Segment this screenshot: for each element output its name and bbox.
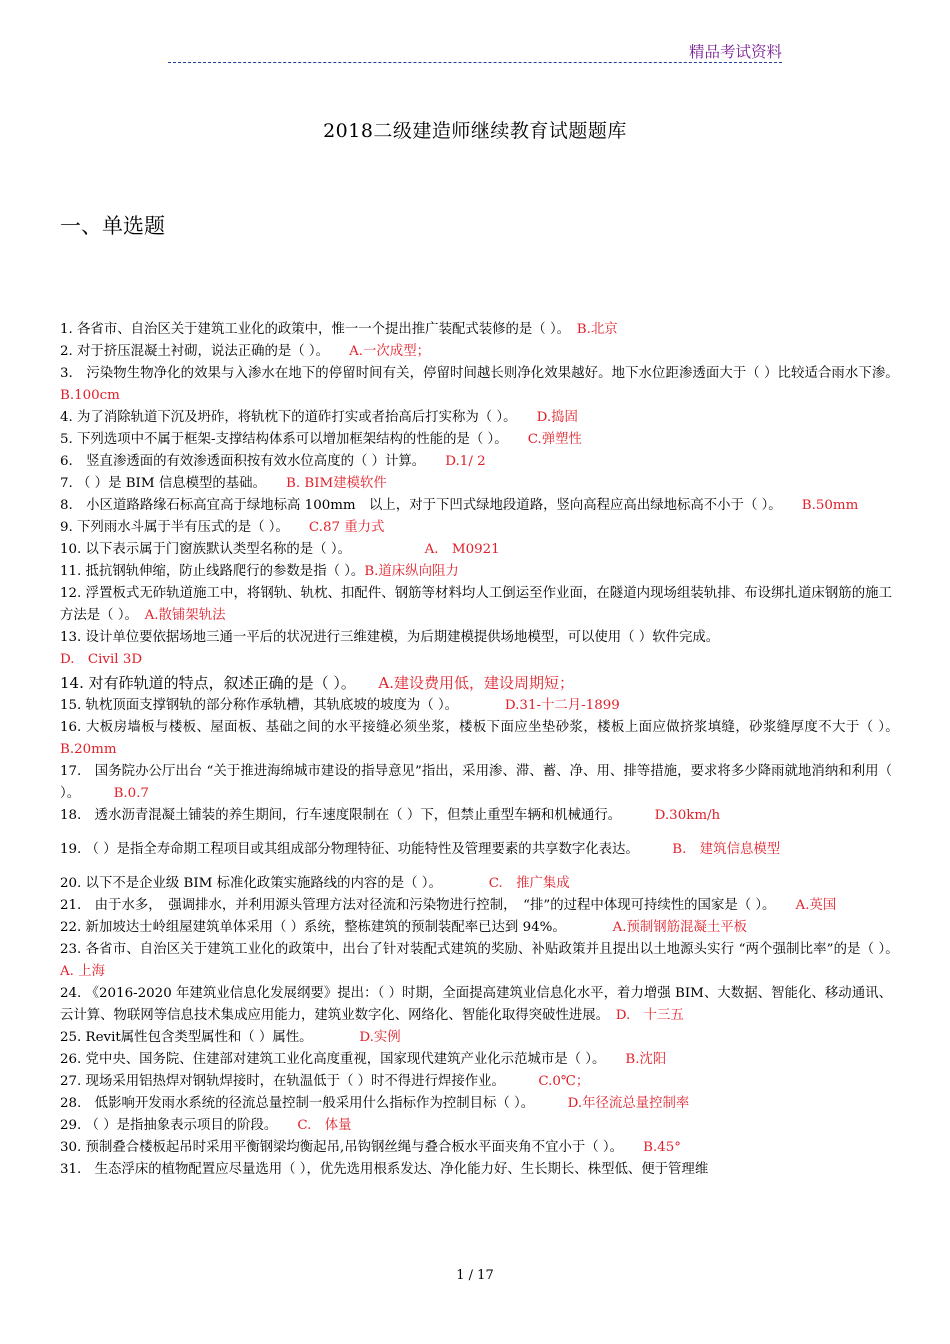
- answer-text: C. 体量: [297, 1118, 352, 1133]
- answer-text: D.31-十二月-1899: [504, 698, 620, 713]
- question-item: [60, 561, 892, 583]
- question-text: 30. 预制叠合楼板起吊时采用平衡钢梁均衡起吊,吊钩钢丝绳与叠合板水平面夹角不宜小于（ ）。: [60, 1140, 644, 1155]
- answer-text: B.0.7: [113, 786, 149, 801]
- question-text: 28. 低影响开发雨水系统的径流总量控制一般采用什么指标作为控制目标（ ）。: [60, 1096, 568, 1111]
- section-heading: 一、单选题: [60, 214, 165, 238]
- question-text: 9. 下列雨水斗属于半有压式的是（ ）。: [60, 520, 309, 535]
- question-item: [60, 319, 892, 341]
- question-text: 13. 设计单位要依据场地三通一平后的状况进行三维建模，为后期建模提供场地模型，可以使用（ ）软件完成。: [60, 630, 720, 645]
- question-item: [60, 1049, 892, 1071]
- question-text: 2. 对于挤压混凝土衬砌，说法正确的是（ ）。: [60, 344, 350, 359]
- question-text: 26. 党中央、国务院、住建部对建筑工业化高度重视，国家现代建筑产业化示范城市是（ ）。: [60, 1052, 626, 1067]
- question-text: 27. 现场采用铝热焊对钢轨焊接时，在轨温低于（ ）时不得进行焊接作业。: [60, 1074, 539, 1089]
- answer-text: A.建设费用低，建设周期短；: [378, 674, 575, 692]
- answer-text: B.沈阳: [625, 1052, 667, 1067]
- question-text: 17. 国务院办公厅出台 “关于推进海绵城市建设的指导意见”指出，采用渗、滞、蓄、净、用、排等措施，要求将多少降雨就地消纳和利用（ ）。: [60, 764, 892, 801]
- answer-text: A. M0921: [424, 542, 500, 557]
- question-text: 8. 小区道路路缘石标高宜高于绿地标高 100mm 以上，对于下凹式绿地段道路，竖向高程应高出绿地标高不小于（ ）。: [60, 498, 802, 513]
- question-item: [60, 451, 892, 473]
- question-item: [60, 895, 892, 917]
- question-item: [60, 695, 892, 717]
- question-item: [60, 363, 906, 407]
- answer-text: A.一次成型；: [349, 344, 430, 359]
- question-text: 16. 大板房墙板与楼板、屋面板、基础之间的水平接缝必须坐浆，楼板下面应坐垫砂浆，楼板上面应做挤浆填缝，砂浆缝厚度不大于（ ）。: [60, 720, 933, 735]
- question-item: [60, 495, 892, 517]
- question-text: 20. 以下不是企业级 BIM 标准化政策实施路线的内容的是（ ）。: [60, 876, 489, 891]
- answer-text: C. 推广集成: [488, 876, 570, 891]
- question-item: [60, 1159, 892, 1181]
- page-number: 1 / 17: [456, 1268, 494, 1283]
- question-item: [60, 761, 892, 805]
- question-item: [60, 1115, 892, 1137]
- question-text: 5. 下列选项中不属于框架-支撑结构体系可以增加框架结构的性能的是（ ）。: [60, 432, 528, 447]
- question-item: [60, 917, 892, 939]
- question-item: [60, 939, 933, 983]
- document-title: 2018二级建造师继续教育试题题库: [323, 120, 627, 142]
- question-item: [60, 429, 892, 451]
- question-item: [60, 835, 892, 865]
- question-text: 4. 为了消除轨道下沉及坍砟，将轨枕下的道砟打实或者抬高后打实称为（ ）。: [60, 410, 537, 425]
- answer-text: B.50mm: [801, 498, 859, 513]
- question-text: 7. （ ）是 BIM 信息模型的基础。: [60, 476, 287, 491]
- question-text: 19. （ ）是指全寿命期工程项目或其组成部分物理特征、功能特性及管理要素的共享数字化表达。: [60, 842, 673, 857]
- question-text: 14. 对有砟轨道的特点，叙述正确的是（ ）。: [60, 674, 379, 692]
- answer-text: B. 建筑信息模型: [672, 842, 781, 857]
- question-text: 31. 生态浮床的植物配置应尽量选用（ ），优先选用根系发达、净化能力好、生长期长、株型低、便于管理维: [60, 1162, 709, 1177]
- question-item: [60, 539, 892, 561]
- question-item: [60, 805, 892, 827]
- answer-text: D. Civil 3D: [60, 652, 143, 667]
- question-text: 29. （ ）是指抽象表示项目的阶段。: [60, 1118, 298, 1133]
- question-text: 1. 各省市、自治区关于建筑工业化的政策中，惟一一个提出推广装配式装修的是（ ）。: [60, 322, 577, 337]
- answer-text: D.年径流总量控制率: [567, 1096, 690, 1111]
- question-item: [60, 473, 892, 495]
- question-item: [60, 873, 892, 895]
- question-item: [60, 1027, 892, 1049]
- question-list: [60, 319, 933, 1181]
- question-item: [60, 1137, 892, 1159]
- answer-text: C.0℃；: [538, 1074, 590, 1089]
- question-item: [60, 717, 933, 761]
- question-text: 3. 污染物生物净化的效果与入渗水在地下的停留时间有关，停留时间越长则净化效果越好。地下水位距渗透面大于（ ）比较适合雨水下渗。: [60, 366, 906, 381]
- question-text: 24. 《2016-2020 年建筑业信息化发展纲要》提出：（ ）时期，全面提高建筑业信息化水平，着力增强 BIM、大数据、智能化、移动通讯、云计算、物联网等信息技术集成应用能力，建筑业数字化、网络化、智能化取得突破性进展。: [60, 986, 892, 1023]
- answer-text: D. 十三五: [615, 1008, 684, 1023]
- question-text: 23. 各省市、自治区关于建筑工业化的政策中，出台了针对装配式建筑的奖励、补贴政策并且提出以土地源头实行 “两个强制比率”的是（ ）。: [60, 942, 933, 957]
- question-item: [60, 407, 892, 429]
- header-label: 精品考试资料: [688, 43, 782, 61]
- answer-text: B.道床纵向阻力: [364, 564, 459, 579]
- question-item: [60, 627, 892, 671]
- question-text: 6. 竖直渗透面的有效渗透面积按有效水位高度的（ ）计算。: [60, 454, 446, 469]
- question-item: [60, 583, 892, 627]
- question-item: [60, 1093, 892, 1115]
- answer-text: D.30km/h: [654, 808, 721, 823]
- answer-text: D.1/ 2: [445, 454, 486, 469]
- answer-text: A. 上海: [60, 964, 105, 979]
- answer-text: A.散铺架轨法: [144, 608, 226, 623]
- question-item: [60, 671, 892, 695]
- answer-text: B.20mm: [60, 742, 117, 757]
- question-item: [60, 517, 892, 539]
- question-text: 21. 由于水多， 强调排水，并利用源头管理方法对径流和污染物进行控制， “排”的过程中体现可持续性的国家是（ ）。: [60, 898, 796, 913]
- answer-text: B.北京: [576, 322, 618, 337]
- answer-text: D.实例: [359, 1030, 401, 1045]
- header-divider: [168, 62, 782, 63]
- answer-text: B. BIM建模软件: [286, 476, 387, 491]
- question-text: 10. 以下表示属于门窗族默认类型名称的是（ ）。: [60, 542, 425, 557]
- question-item: [60, 983, 892, 1027]
- answer-text: B.100cm: [60, 388, 120, 403]
- question-text: 22. 新加坡达士岭组屋建筑单体采用（ ）系统，整栋建筑的预制装配率已达到 94%。: [60, 920, 613, 935]
- question-text: 11. 抵抗钢轨伸缩，防止线路爬行的参数是指（ ）。: [60, 564, 365, 579]
- answer-text: C.弹塑性: [527, 432, 582, 447]
- answer-text: A.预制钢筋混凝土平板: [612, 920, 748, 935]
- question-text: 18. 透水沥青混凝土铺装的养生期间，行车速度限制在（ ）下，但禁止重型车辆和机械通行。: [60, 808, 655, 823]
- question-item: [60, 341, 892, 363]
- question-text: 25. Revit属性包含类型属性和（ ）属性。: [60, 1030, 360, 1045]
- question-item: [60, 1071, 892, 1093]
- answer-text: C.87 重力式: [308, 520, 385, 535]
- question-text: 12. 浮置板式无砟轨道施工中，将钢轨、轨枕、扣配件、钢筋等材料均人工倒运至作业面，在隧道内现场组装轨排、布设绑扎道床钢筋的施工方法是（ ）。: [60, 586, 892, 623]
- question-text: 15. 轨枕顶面支撑钢轨的部分称作承轨槽，其轨底坡的坡度为（ ）。: [60, 698, 505, 713]
- answer-text: A.英国: [795, 898, 837, 913]
- answer-text: D.捣固: [536, 410, 578, 425]
- answer-text: B.45°: [643, 1140, 681, 1155]
